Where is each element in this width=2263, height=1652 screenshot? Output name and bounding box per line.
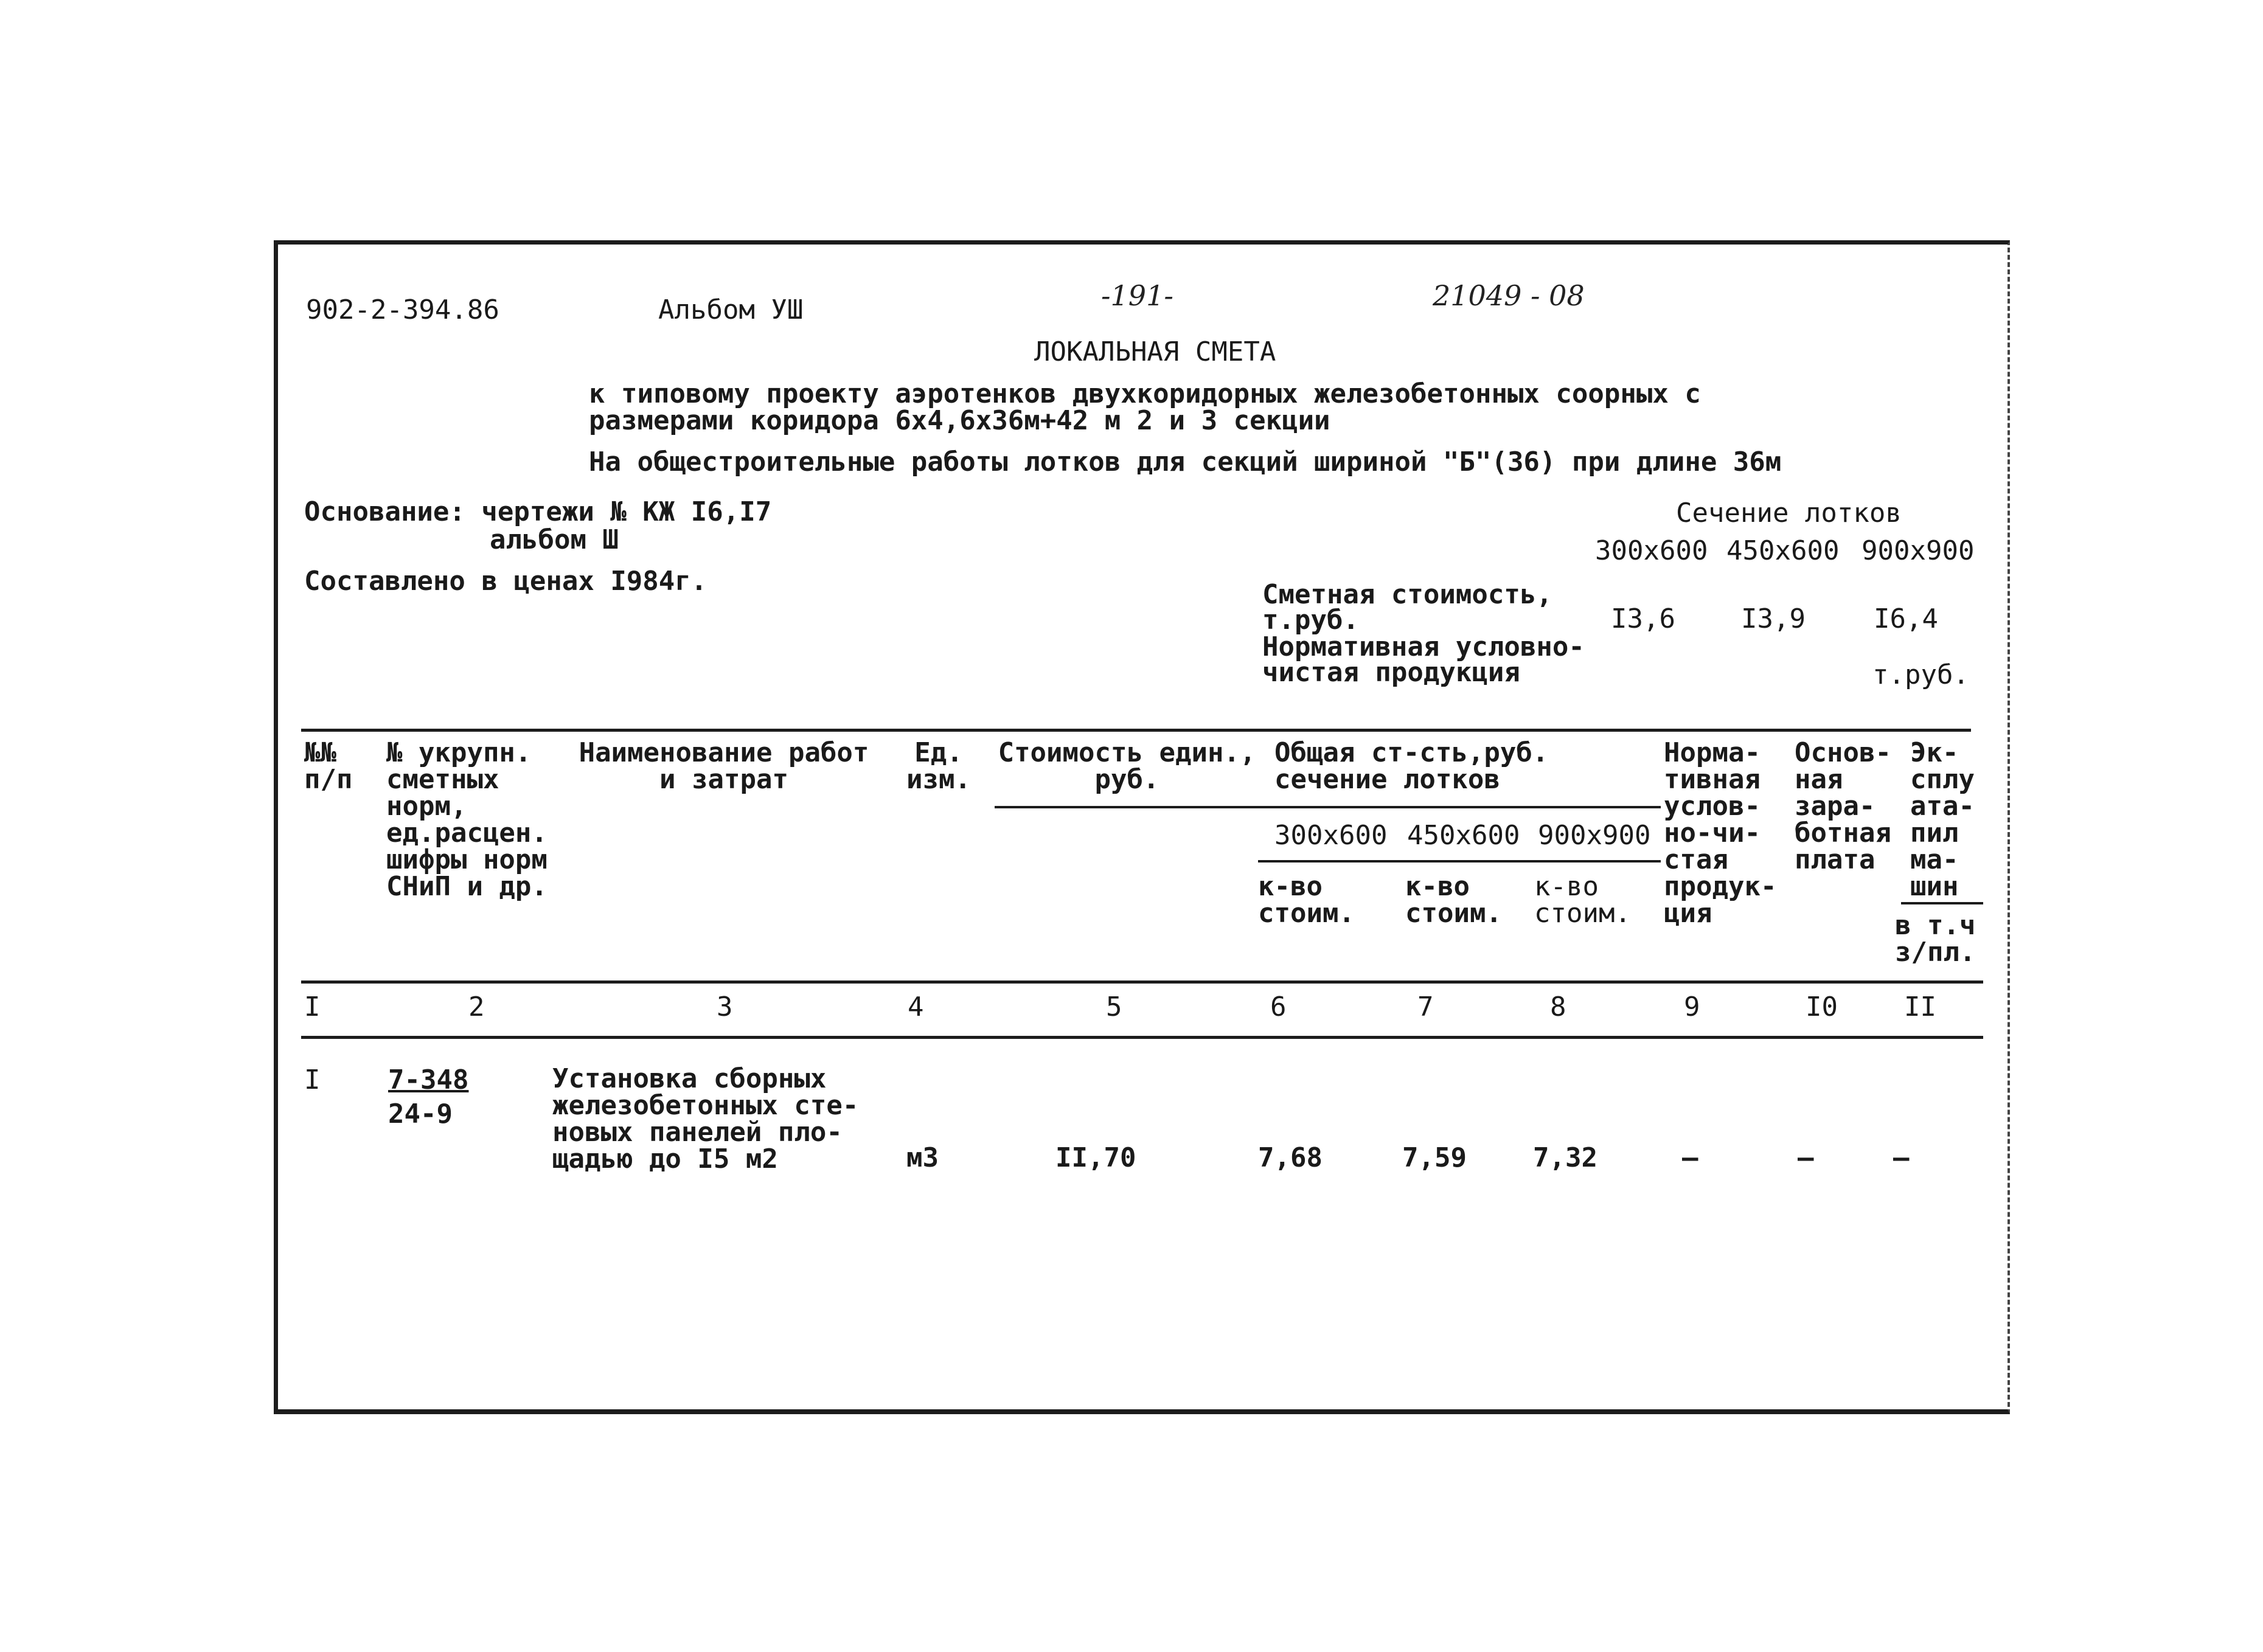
row-1-cost-900x900: 7,32 — [1533, 1142, 1597, 1173]
total-section-900x900: 900х900 — [1538, 820, 1651, 851]
col-2-header: № укрупн. сметных норм, ед.расцен. шифры норм СНиП и др. — [386, 737, 548, 902]
col-10-header: Основ- ная зара- ботная плата — [1795, 737, 1891, 875]
doc-code: 902-2-394.86 — [306, 294, 499, 325]
section-300x600: 300х600 — [1595, 535, 1708, 566]
col-11-header: Эк- сплу ата- пил ма- шин — [1910, 740, 1975, 900]
machines-subheader-rule — [1901, 902, 1983, 904]
header-bottom-rule — [301, 980, 1983, 984]
col-number-2: 2 — [468, 991, 485, 1022]
row-1-unit-cost: II,70 — [1055, 1142, 1136, 1173]
total-section-300x600: 300х600 — [1274, 820, 1388, 851]
subtitle-line-2: размерами коридора 6х4,6х36м+42 м 2 и 3 секции — [589, 405, 1330, 436]
norm-label-line-1: Нормативная условно- — [1262, 631, 1585, 662]
total-cost-header: Общая ст-сть,руб. сечение лотков — [1274, 737, 1549, 795]
cost-label-line-2: т.руб. — [1262, 605, 1359, 636]
sections-subheader-rule — [1258, 860, 1661, 862]
col-number-10: I0 — [1806, 991, 1838, 1022]
subtitle-line-1: к типовому проекту аэротенков двухкоридорных железобетонных соорных с — [589, 378, 1701, 409]
row-1-machines: – — [1893, 1142, 1910, 1173]
norm-label-line-2: чистая продукция — [1262, 657, 1520, 688]
row-1-code-top: 7-348 — [388, 1064, 469, 1095]
sheet-number: 21049 - 08 — [1433, 279, 1585, 312]
cost-value-3: I6,4 — [1874, 603, 1938, 634]
album-label: Альбом УШ — [658, 294, 804, 325]
col-number-11: II — [1904, 991, 1936, 1022]
row-1-base-salary: – — [1798, 1142, 1814, 1173]
col-number-8: 8 — [1550, 991, 1566, 1022]
col-number-3: 3 — [717, 991, 733, 1022]
col-4-header: Ед. изм. — [906, 737, 971, 795]
cost-label-line-1: Сметная стоимость, — [1262, 579, 1552, 610]
section-900x900: 900х900 — [1861, 535, 1975, 566]
col-5-header: Стоимость един., руб. — [998, 737, 1256, 795]
row-1-code-bottom: 24-9 — [388, 1098, 453, 1130]
row-1-work-name: Установка сборных железобетонных сте- новых панелей пло- щадью до I5 м2 — [552, 1063, 859, 1175]
col-3-header: Наименование работ и затрат — [579, 737, 869, 795]
col-11-subheader: в т.ч з/пл. — [1895, 912, 1976, 966]
col-number-6: 6 — [1270, 991, 1287, 1022]
page-number: -191- — [1101, 279, 1173, 312]
document-title: ЛОКАЛЬНАЯ СМЕТА — [1034, 336, 1276, 367]
cost-value-2: I3,9 — [1741, 603, 1806, 634]
column-numbers-rule — [301, 1036, 1983, 1039]
qty-cost-header-8: к-во стоим. — [1534, 871, 1631, 929]
basis-line-1: Основание: чертежи № КЖ I6,I7 — [304, 496, 772, 527]
col-number-1: I — [304, 991, 321, 1022]
col-number-7: 7 — [1417, 991, 1434, 1022]
col-1-header: №№ п/п — [304, 737, 353, 795]
norm-unit: т.руб. — [1872, 659, 1969, 690]
qty-cost-header-6: к-во стоим. — [1258, 871, 1355, 929]
total-section-450x600: 450х600 — [1407, 820, 1520, 851]
col-number-5: 5 — [1106, 991, 1122, 1022]
row-1-cost-450x600: 7,59 — [1402, 1142, 1467, 1173]
qty-cost-header-7: к-во стоим. — [1405, 871, 1502, 929]
cost-value-1: I3,6 — [1611, 603, 1675, 634]
table-top-rule — [301, 729, 1971, 732]
prices-basis: Составлено в ценах I984г. — [304, 566, 707, 597]
row-1-unit: м3 — [906, 1142, 939, 1173]
sections-title: Сечение лотков — [1676, 498, 1902, 529]
row-1-norm-product: – — [1682, 1142, 1698, 1173]
cost-subheader-rule — [995, 806, 1661, 808]
row-1-cost-300x600: 7,68 — [1258, 1142, 1323, 1173]
row-1-number: I — [304, 1064, 321, 1095]
col-number-4: 4 — [908, 991, 924, 1022]
col-number-9: 9 — [1684, 991, 1700, 1022]
subtitle-line-3: На общестроительные работы лотков для секций шириной "Б"(36) при длине 36м — [589, 446, 1782, 477]
section-450x600: 450х600 — [1726, 535, 1840, 566]
basis-line-2: альбом Ш — [490, 524, 619, 555]
col-9-header: Норма- тивная услов- но-чи- стая продук- ция — [1664, 737, 1777, 929]
